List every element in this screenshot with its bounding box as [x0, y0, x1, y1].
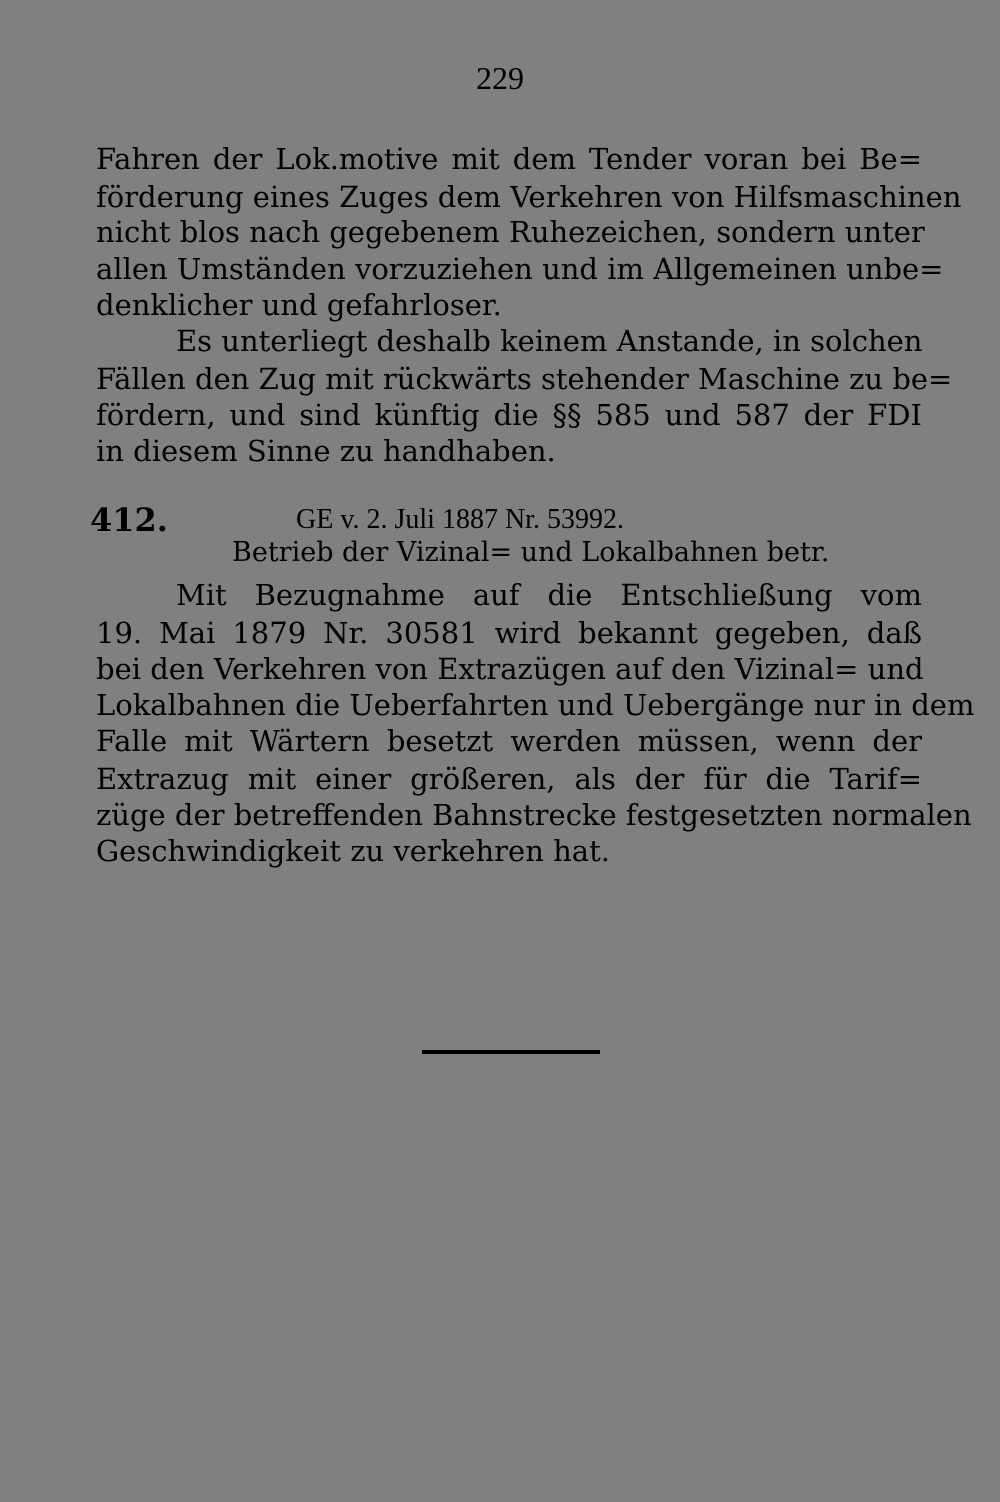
- text-line: züge der betreffenden Bahnstrecke festgesetzten normalen: [96, 798, 972, 832]
- entry-reference: GE v. 2. Juli 1887 Nr. 53992.: [296, 504, 624, 535]
- entry-subject: Betrieb der Vizinal= und Lokalbahnen betr.: [232, 537, 830, 568]
- entry-number: 412.: [90, 501, 168, 539]
- text-line: förderung eines Zuges dem Verkehren von Hilfsmaschinen: [96, 180, 962, 214]
- text-line: Lokalbahnen die Ueberfahrten und Uebergänge nur in dem: [96, 688, 975, 722]
- text-line: Fällen den Zug mit rückwärts stehender Maschine zu be=: [96, 362, 953, 396]
- text-line: Mit Bezugnahme auf die Entschließung vom: [176, 578, 922, 612]
- text-line: fördern, und sind künftig die §§ 585 und 587 der FDI: [96, 398, 922, 432]
- end-rule: [422, 1050, 600, 1054]
- text-line: Es unterliegt deshalb keinem Anstande, in solchen: [176, 324, 923, 358]
- text-line: denklicher und gefahrloser.: [96, 288, 502, 322]
- text-line: in diesem Sinne zu handhaben.: [96, 434, 556, 468]
- text-line: bei den Verkehren von Extrazügen auf den Vizinal= und: [96, 652, 924, 686]
- text-line: Geschwindigkeit zu verkehren hat.: [96, 834, 610, 868]
- text-line: Extrazug mit einer größeren, als der für die Tarif=: [96, 762, 922, 796]
- text-line: 19. Mai 1879 Nr. 30581 wird bekannt gegeben, daß: [96, 616, 922, 650]
- text-line: Falle mit Wärtern besetzt werden müssen, wenn der: [96, 724, 922, 758]
- text-line: nicht blos nach gegebenem Ruhezeichen, sondern unter: [96, 215, 925, 249]
- page-number: 229: [476, 60, 524, 96]
- text-line: Fahren der Lok.motive mit dem Tender voran bei Be=: [96, 142, 922, 176]
- text-line: allen Umständen vorzuziehen und im Allgemeinen unbe=: [96, 252, 944, 286]
